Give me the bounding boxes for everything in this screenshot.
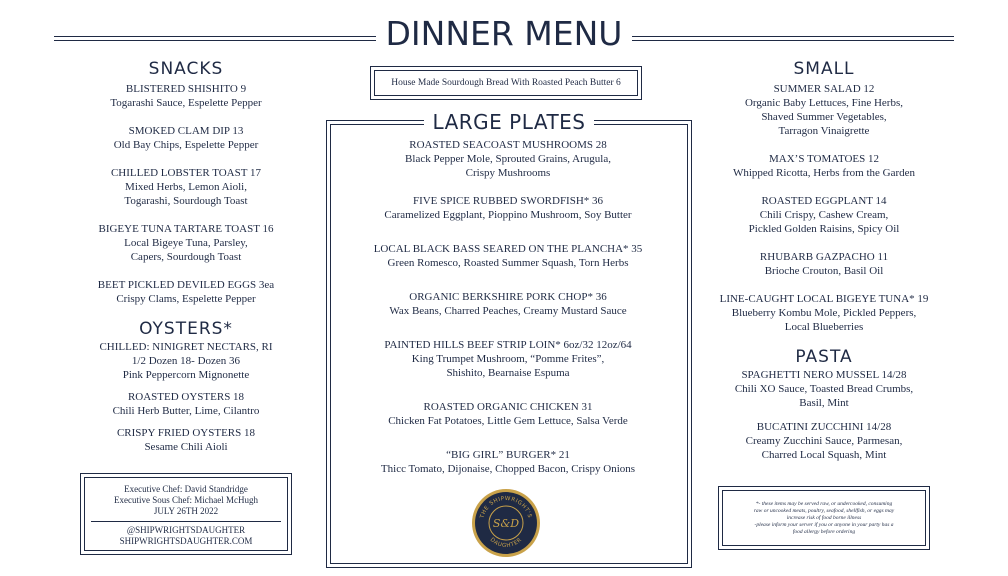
item-name: ROASTED SEACOAST MUSHROOMS 28: [409, 139, 607, 151]
small-heading: SMALL: [793, 59, 855, 79]
large-plates-section: [336, 138, 680, 476]
menu-item: [706, 292, 942, 334]
logo-top-text: THE SHIPWRIGHT'S: [479, 495, 533, 520]
item-name: SUMMER SALAD 12: [773, 83, 875, 95]
menu-title-text: DINNER MENU: [376, 14, 633, 53]
item-desc: Togarashi, Sourdough Toast: [124, 195, 248, 207]
item-desc: Blueberry Kombu Mole, Pickled Peppers,: [731, 307, 917, 319]
item-desc: Brioche Crouton, Basil Oil: [764, 265, 884, 277]
item-name: LOCAL BLACK BASS SEARED ON THE PLANCHA* 35: [373, 243, 643, 255]
item-name: MAX’S TOMATOES 12: [768, 153, 880, 165]
menu-item: [56, 426, 316, 454]
menu-title: [0, 14, 1008, 53]
sous-chef: Executive Sous Chef: Michael McHugh: [114, 495, 258, 505]
snacks-section: [56, 59, 316, 454]
menu-date: JULY 26TH 2022: [153, 506, 219, 516]
menu-item: [336, 448, 680, 476]
info-divider: [91, 521, 281, 522]
item-name: ROASTED EGGPLANT 14: [761, 195, 887, 207]
disclaimer-line: raw or uncooked meats, poultry, seafood, shellfish, or eggs may: [753, 508, 895, 514]
item-desc: Crispy Clams, Espelette Pepper: [116, 293, 256, 305]
item-desc: Organic Baby Lettuces, Fine Herbs,: [744, 97, 904, 109]
menu-item: [706, 368, 942, 410]
item-desc: Basil, Mint: [799, 397, 849, 409]
item-name: BEET PICKLED DEVILED EGGS 3ea: [97, 279, 275, 291]
item-desc: Black Pepper Mole, Sprouted Grains, Arugula,: [405, 153, 611, 165]
menu-item: [56, 82, 316, 110]
website: SHIPWRIGHTSDAUGHTER.COM: [119, 536, 253, 546]
menu-item: [56, 124, 316, 152]
item-desc: Chili XO Sauce, Toasted Bread Crumbs,: [734, 383, 914, 395]
large-plates-heading-wrap: [326, 110, 692, 134]
menu-item: [706, 152, 942, 180]
oysters-heading: OYSTERS*: [139, 319, 233, 339]
item-desc: Caramelized Eggplant, Pioppino Mushroom, Soy Butter: [384, 209, 632, 221]
bread-box: [370, 66, 642, 100]
pasta-heading: PASTA: [795, 347, 853, 367]
item-desc: Pink Peppercorn Mignonette: [122, 369, 250, 381]
menu-item: [56, 340, 316, 382]
item-desc: Togarashi Sauce, Espelette Pepper: [110, 97, 262, 109]
small-section: [706, 59, 942, 462]
item-desc: Green Romesco, Roasted Summer Squash, Torn Herbs: [387, 257, 629, 269]
menu-item: [56, 166, 316, 208]
item-desc: Mixed Herbs, Lemon Aioli,: [125, 181, 247, 193]
item-name: “BIG GIRL” BURGER* 21: [446, 449, 570, 461]
bread-item: House Made Sourdough Bread With Roasted Peach Butter 6: [391, 78, 621, 88]
menu-item: [706, 250, 942, 278]
item-desc: Capers, Sourdough Toast: [130, 251, 242, 263]
item-desc: Local Blueberries: [784, 321, 864, 333]
item-desc: Shishito, Bearnaise Espuma: [446, 367, 570, 379]
item-desc: King Trumpet Mushroom, “Pomme Frites”,: [411, 353, 605, 365]
item-desc: 1/2 Dozen 18- Dozen 36: [131, 355, 241, 367]
item-name: ROASTED ORGANIC CHICKEN 31: [423, 401, 593, 413]
item-name: CHILLED LOBSTER TOAST 17: [110, 167, 262, 179]
item-name: LINE-CAUGHT LOCAL BIGEYE TUNA* 19: [719, 293, 929, 305]
restaurant-logo: [471, 488, 541, 558]
info-box-inner: [84, 477, 288, 551]
menu-item: [56, 390, 316, 418]
disclaimer-line: increase risk of food borne illness: [786, 515, 862, 521]
menu-item: [56, 222, 316, 264]
item-name: BLISTERED SHISHITO 9: [125, 83, 247, 95]
item-name: ORGANIC BERKSHIRE PORK CHOP* 36: [409, 291, 607, 303]
menu-item: [56, 278, 316, 306]
menu-item: [336, 138, 680, 180]
logo-bottom-text: DAUGHTER: [488, 536, 524, 550]
menu-item: [336, 338, 680, 380]
menu-item: [336, 400, 680, 428]
item-desc: Chili Herb Butter, Lime, Cilantro: [112, 405, 260, 417]
item-desc: Chili Crispy, Cashew Cream,: [759, 209, 889, 221]
disclaimer-box: [718, 486, 930, 550]
item-name: CRISPY FRIED OYSTERS 18: [116, 427, 256, 439]
item-name: SPAGHETTI NERO MUSSEL 14/28: [741, 369, 907, 381]
menu-item: [336, 290, 680, 318]
item-desc: Whipped Ricotta, Herbs from the Garden: [732, 167, 916, 179]
item-name: SMOKED CLAM DIP 13: [128, 125, 244, 137]
instagram-handle: @SHIPWRIGHTSDAUGHTER: [126, 525, 246, 535]
item-desc: Wax Beans, Charred Peaches, Creamy Mustard Sauce: [389, 305, 627, 317]
logo-seal-icon: [471, 488, 541, 558]
item-name: CHILLED: NINIGRET NECTARS, RI: [99, 341, 273, 353]
executive-chef: Executive Chef: David Standridge: [124, 484, 248, 494]
menu-item: [706, 82, 942, 138]
item-desc: Charred Local Squash, Mint: [761, 449, 887, 461]
item-name: ROASTED OYSTERS 18: [127, 391, 245, 403]
item-name: BIGEYE TUNA TARTARE TOAST 16: [98, 223, 274, 235]
disclaimer-box-inner: [722, 490, 926, 546]
item-desc: Chicken Fat Potatoes, Little Gem Lettuce, Salsa Verde: [388, 415, 628, 427]
disclaimer-line: -please inform your server if you or anyone in your party has a: [754, 522, 894, 528]
disclaimer-line: food allergy before ordering: [792, 529, 856, 535]
menu-item: [706, 420, 942, 462]
menu-item: [336, 242, 680, 270]
item-desc: Crispy Mushrooms: [465, 167, 551, 179]
item-desc: Shaved Summer Vegetables,: [761, 111, 887, 123]
disclaimer-line: *- these items may be served raw, or undercooked, consuming: [755, 501, 893, 507]
item-name: PAINTED HILLS BEEF STRIP LOIN* 6oz/32 12oz/64: [384, 339, 632, 351]
snacks-heading: SNACKS: [148, 59, 224, 79]
menu-item: [336, 194, 680, 222]
item-name: BUCATINI ZUCCHINI 14/28: [756, 421, 892, 433]
item-desc: Tarragon Vinaigrette: [778, 125, 870, 137]
item-name: FIVE SPICE RUBBED SWORDFISH* 36: [412, 195, 604, 207]
item-desc: Pickled Golden Raisins, Spicy Oil: [748, 223, 900, 235]
item-desc: Thicc Tomato, Dijonaise, Chopped Bacon, Crispy Onions: [380, 463, 636, 475]
item-desc: Creamy Zucchini Sauce, Parmesan,: [745, 435, 903, 447]
info-box: [80, 473, 292, 555]
item-name: RHUBARB GAZPACHO 11: [759, 251, 889, 263]
menu-item: [706, 194, 942, 236]
item-desc: Local Bigeye Tuna, Parsley,: [124, 237, 248, 249]
item-desc: Sesame Chili Aioli: [144, 441, 228, 453]
bread-box-inner: [374, 70, 638, 96]
item-desc: Old Bay Chips, Espelette Pepper: [113, 139, 259, 151]
logo-monogram: S&D: [492, 517, 520, 530]
large-plates-heading: LARGE PLATES: [424, 110, 593, 134]
